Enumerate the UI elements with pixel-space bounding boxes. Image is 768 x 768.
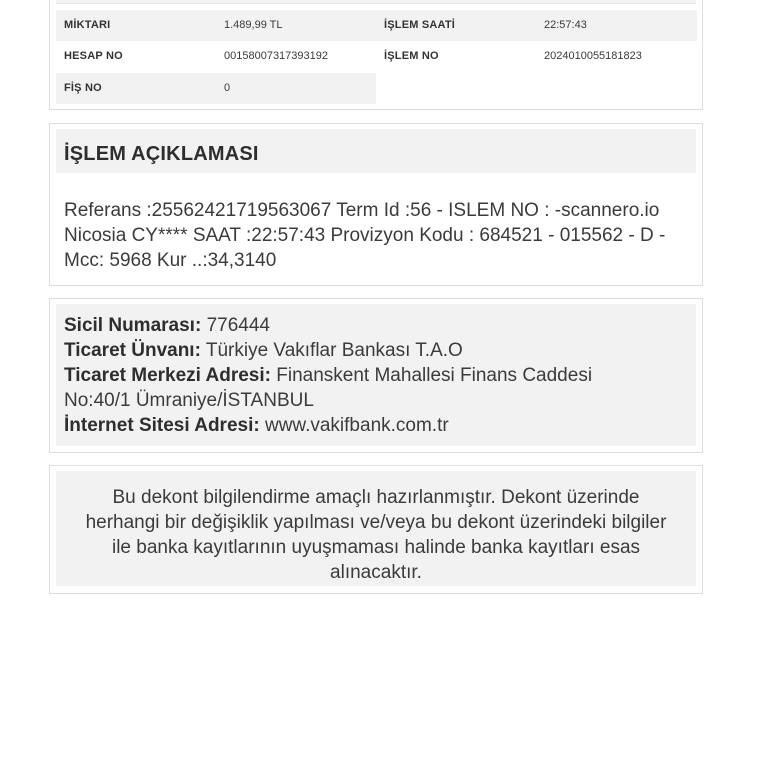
transaction-time-label: İŞLEM SAATİ [384, 19, 456, 31]
receipt-number-value: 0 [224, 82, 231, 94]
receipt-number-label: FİŞ NO [64, 82, 102, 94]
registry-number-value: 776444 [206, 315, 270, 336]
section-title: İŞLEM AÇIKLAMASI [64, 143, 259, 165]
transaction-description-text: Referans :25562421719563067 Term Id :56 - ISLEM NO : -scannero.io Nicosia CY**** SAAT :22:57:43 Provizyon Kodu : 684521 - 015562 - D - Mcc: 5968 Kur ..:34,3140 [64, 200, 666, 271]
transaction-number-value: 2024010055181823 [544, 50, 642, 62]
website-line [64, 413, 686, 438]
transaction-details-card [49, 0, 703, 110]
bank-info-panel [56, 304, 696, 446]
amount-label: MİKTARI [64, 19, 111, 31]
transaction-time-value: 22:57:43 [544, 19, 587, 31]
registry-number-label: Sicil Numarası: [64, 315, 202, 336]
disclaimer-card [49, 465, 703, 594]
amount-cell [56, 10, 376, 41]
section-header [56, 129, 696, 173]
disclaimer-line: ile banka kayıtlarının uyuşmaması halinde banka kayıtları esas [111, 537, 641, 558]
website-label: İnternet Sitesi Adresi: [64, 415, 260, 436]
account-number-value: 00158007317393192 [224, 50, 329, 62]
amount-value: 1.489,99 TL [224, 19, 283, 31]
registry-number-line [64, 313, 686, 338]
details-top-row-partial [56, 0, 696, 4]
disclaimer-panel [56, 471, 696, 586]
trade-address-line [64, 363, 686, 388]
account-number-cell [56, 41, 376, 72]
account-number-label: HESAP NO [64, 50, 123, 62]
disclaimer-line: herhangi bir değişiklik yapılması ve/veya bu dekont üzerindeki bilgiler [85, 512, 667, 533]
receipt-number-cell [56, 73, 376, 104]
trade-address-value-line2: No:40/1 Ümraniye/İSTANBUL [64, 390, 314, 411]
trade-name-line [64, 338, 686, 363]
trade-address-value-line1: Finanskent Mahallesi Finans Caddesi [276, 365, 593, 386]
disclaimer-line: alınacaktır. [330, 562, 422, 583]
trade-address-label: Ticaret Merkezi Adresi: [64, 365, 271, 386]
bank-info-card [49, 298, 703, 453]
website-value: www.vakifbank.com.tr [264, 415, 449, 436]
transaction-time-cell [376, 10, 697, 41]
transaction-description-card [49, 123, 703, 286]
trade-address-line2 [64, 388, 686, 413]
transaction-number-cell [376, 41, 697, 72]
trade-name-label: Ticaret Ünvanı: [64, 340, 201, 361]
disclaimer-text [62, 485, 690, 585]
transaction-number-label: İŞLEM NO [384, 50, 439, 62]
disclaimer-line: Bu dekont bilgilendirme amaçlı hazırlanmıştır. Dekont üzerinde [112, 487, 640, 508]
trade-name-value: Türkiye Vakıflar Bankası T.A.O [205, 340, 463, 361]
